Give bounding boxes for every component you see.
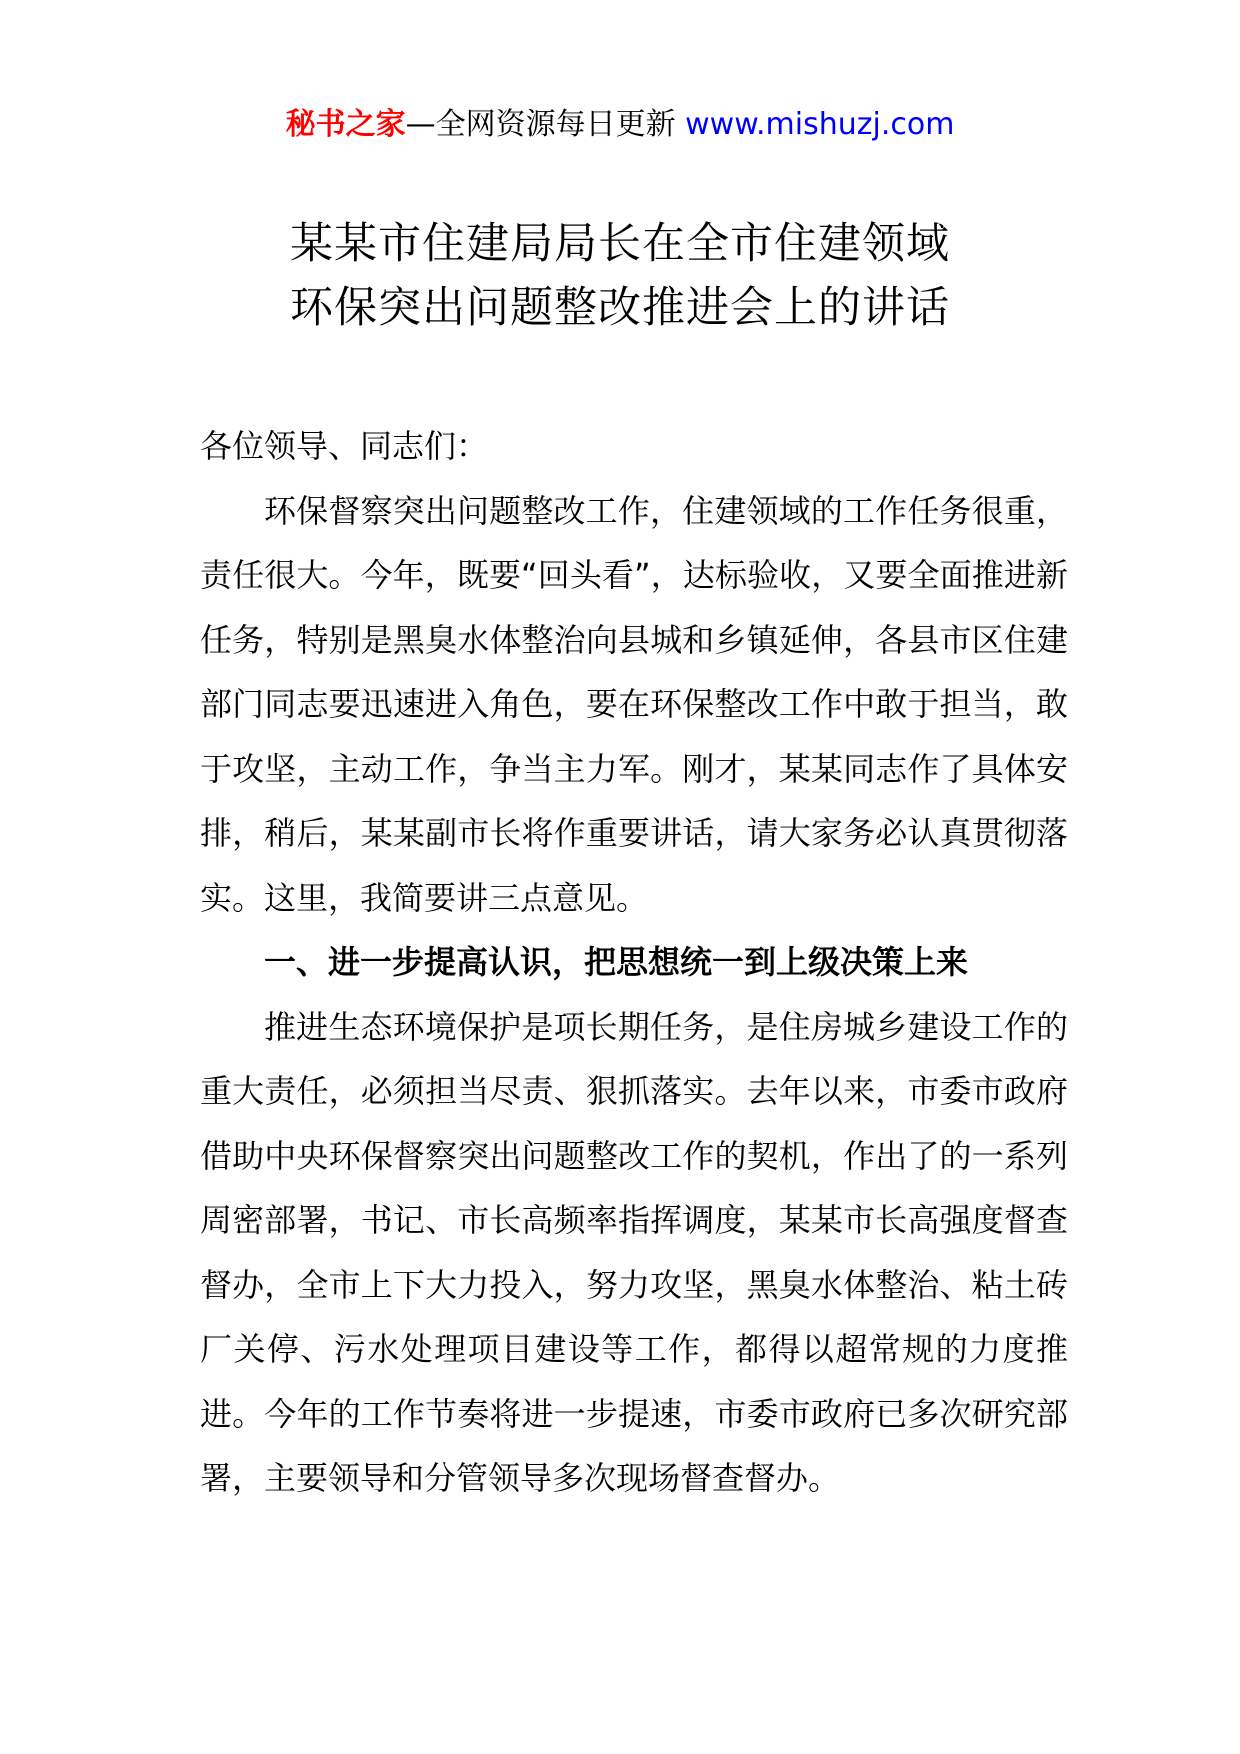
paragraph-1: 环保督察突出问题整改工作，住建领域的工作任务很重，责任很大。今年，既要“回头看”，达标验收，又要全面推进新任务，特别是黑臭水体整治向县城和乡镇延伸，各县市区住建部门同志要迅速进入角色，要在环保整改工作中敢于担当，敢于攻坚，主动工作，争当主力军。刚才，某某同志作了具体安排，稍后，某某副市长将作重要讲话，请大家务必认真贯彻落实。这里，我简要讲三点意见。	[200, 491, 1068, 917]
header-tagline: —全网资源每日更新	[405, 107, 686, 142]
section-1-heading: 一、进一步提高认识，把思想统一到上级决策上来	[264, 943, 969, 981]
title-line-2: 环保突出问题整改推进会上的讲话	[290, 283, 950, 333]
document-title	[0, 212, 1240, 340]
salutation: 各位领导、同志们：	[200, 427, 489, 465]
site-url: www.mishuzj.com	[685, 107, 955, 142]
paragraph-2: 推进生态环境保护是项长期任务，是住房城乡建设工作的重大责任，必须担当尽责、狠抓落实。去年以来，市委市政府借助中央环保督察突出问题整改工作的契机，作出了的一系列周密部署，书记、市长高频率指挥调度，某某市长高强度督查督办，全市上下大力投入，努力攻坚，黑臭水体整治、粘土砖厂关停、污水处理项目建设等工作，都得以超常规的力度推进。今年的工作节奏将进一步提速，市委市政府已多次研究部署，主要领导和分管领导多次现场督查督办。	[200, 1007, 1068, 1497]
document-body	[200, 414, 1068, 1511]
brand-name: 秘书之家	[285, 107, 406, 142]
page-header	[0, 100, 1240, 150]
title-line-1: 某某市住建局局长在全市住建领域	[290, 219, 950, 269]
